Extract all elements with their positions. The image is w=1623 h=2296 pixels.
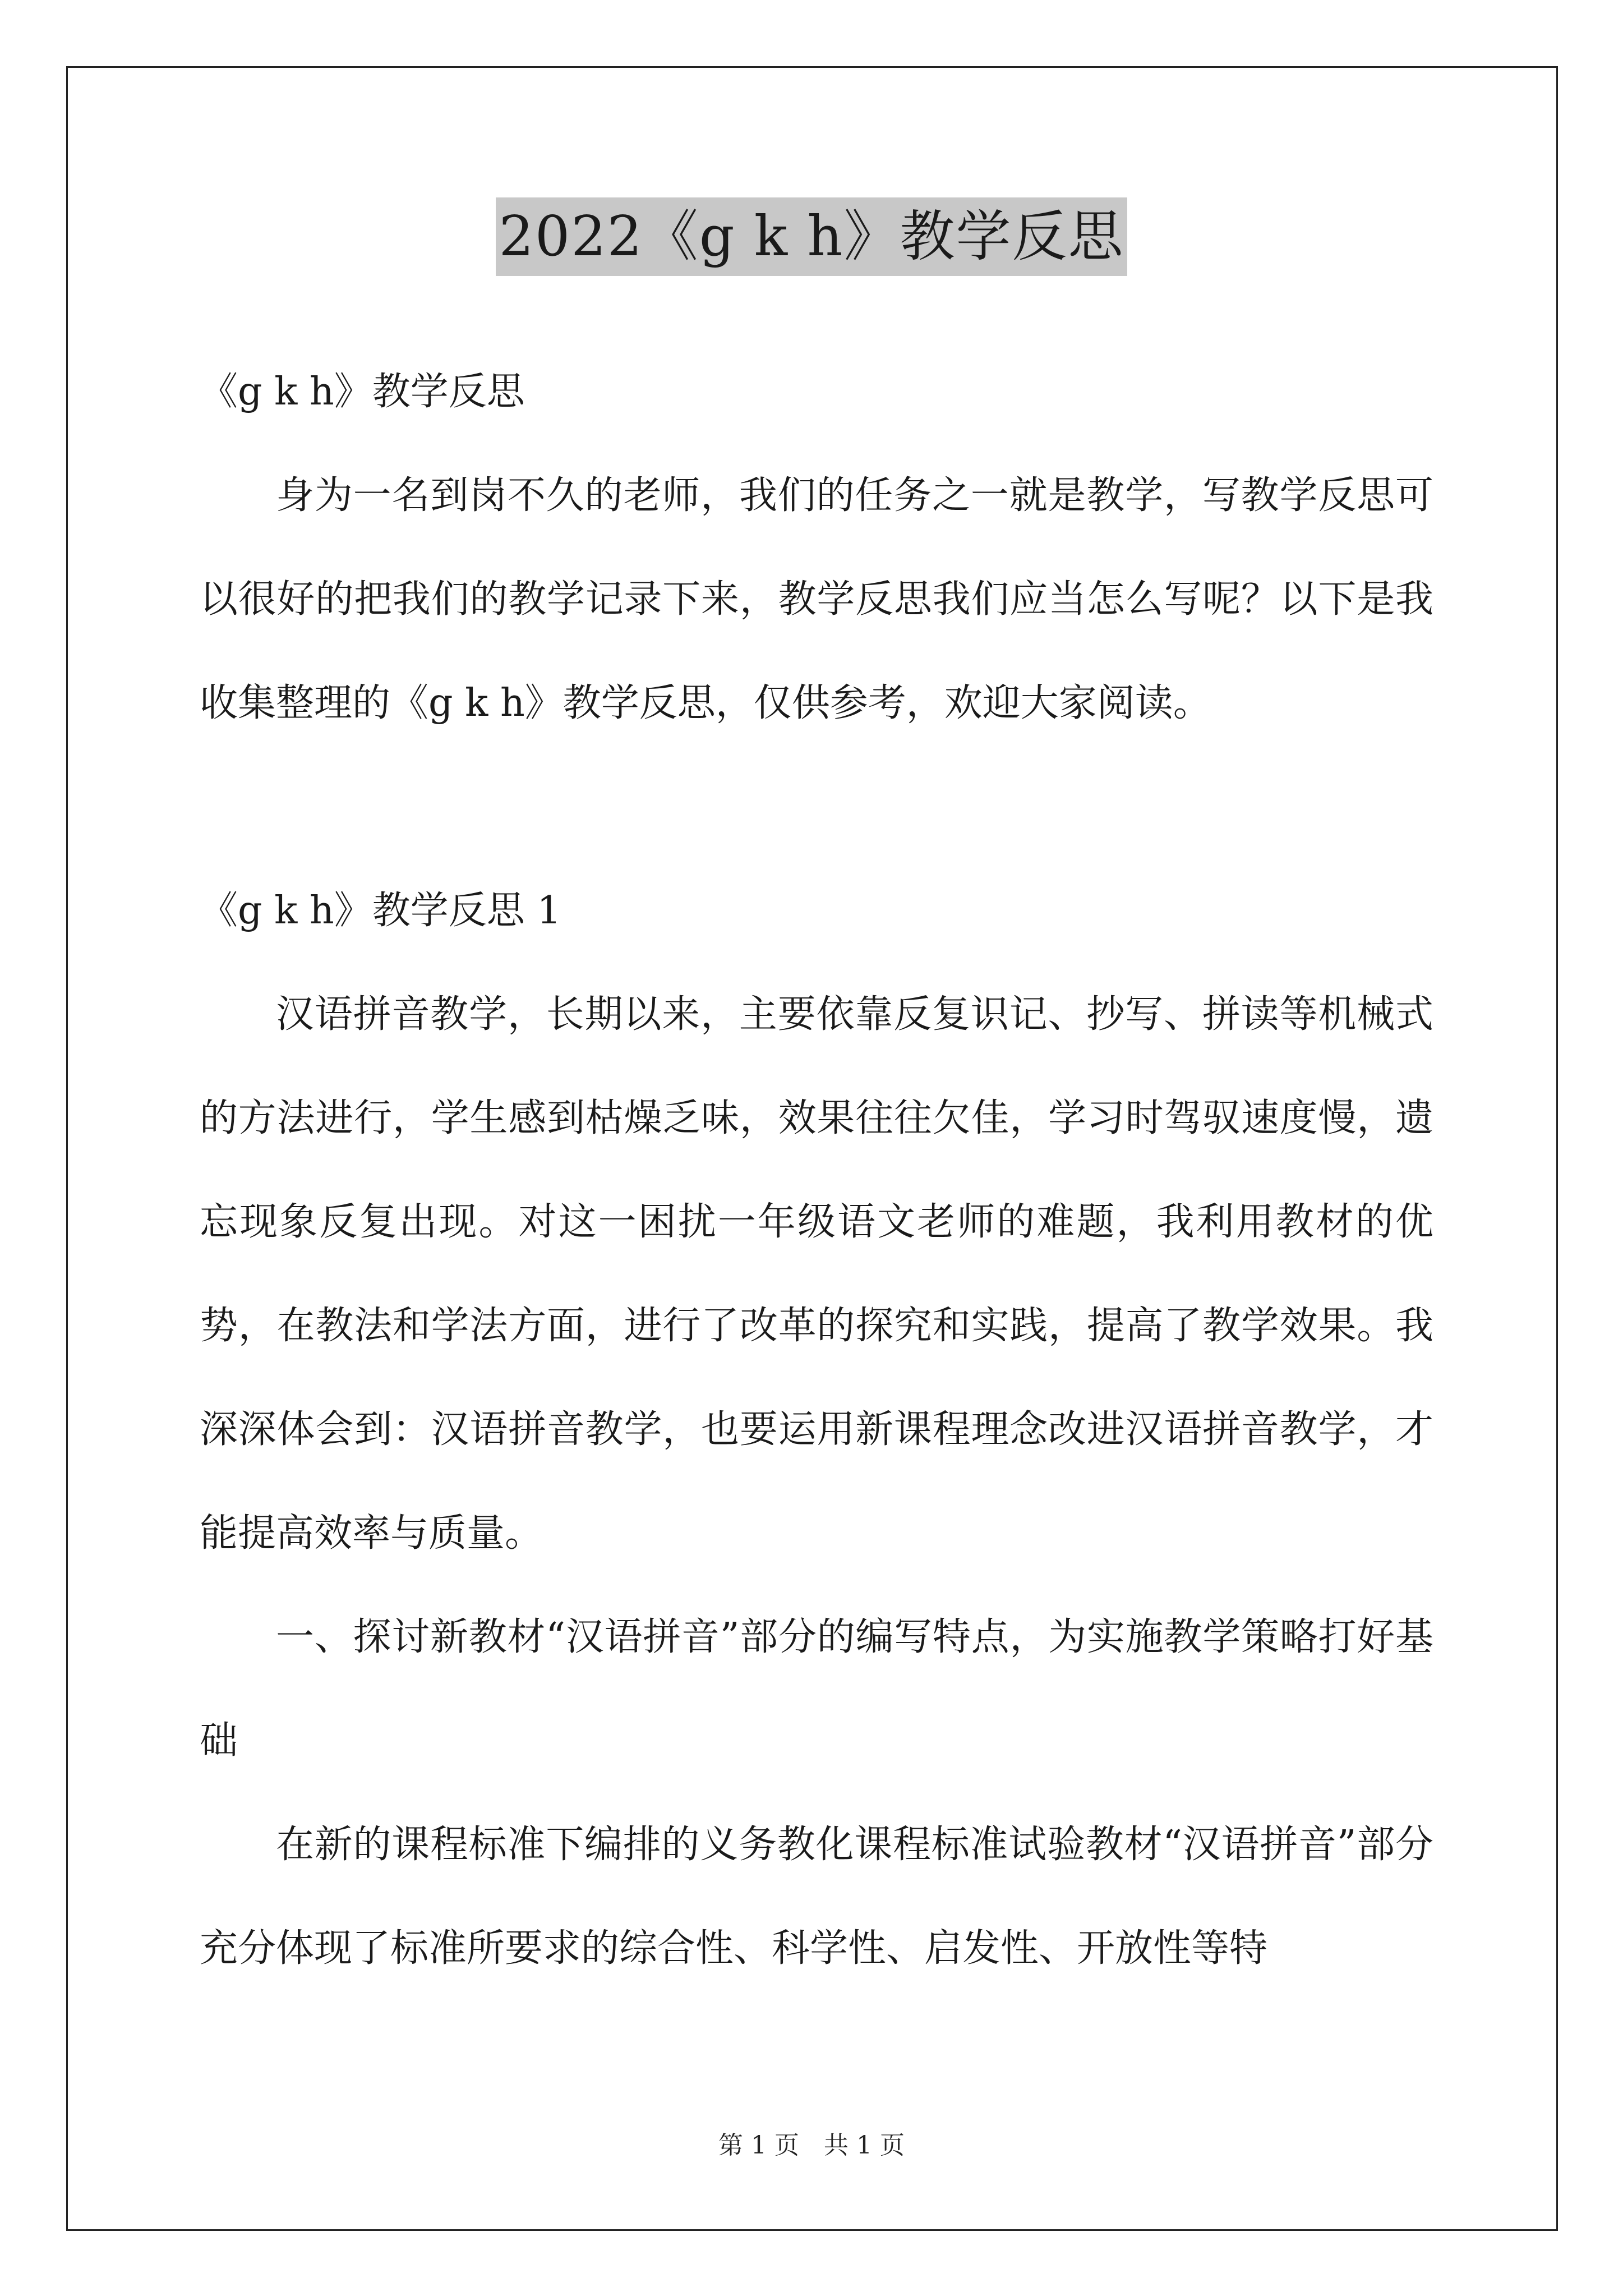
body-paragraph-1: 汉语拼音教学，长期以来，主要依靠反复识记、抄写、拼读等机械式的方法进行，学生感到枯燥乏味，效果往往欠佳，学习时驾驭速度慢，遗忘现象反复出现。对这一困扰一年级语文老师的难题，我利用教材的优势，在教法和学法方面，进行了改革的探究和实践，提高了教学效果。我深深体会到：汉语拼音教学，也要运用新课程理念改进汉语拼音教学，才能提高效率与质量。 bbox=[200, 992, 1433, 1556]
body-paragraph-2: 一、探讨新教材“汉语拼音”部分的编写特点，为实施教学策略打好基础 bbox=[200, 1615, 1433, 1763]
section-spacer bbox=[200, 755, 1433, 859]
document-title: 2022《g k h》教学反思 bbox=[496, 197, 1128, 276]
intro-paragraph: 身为一名到岗不久的老师，我们的任务之一就是教学，写教学反思可以很好的把我们的教学记录下来，教学反思我们应当怎么写呢？以下是我收集整理的《g k h》教学反思，仅供参考，欢迎大家阅读。 bbox=[200, 473, 1433, 725]
section-heading: 《g k h》教学反思 1 bbox=[200, 889, 561, 933]
body-paragraph-3: 在新的课程标准下编排的义务教化课程标准试验教材“汉语拼音”部分充分体现了标准所要求的综合性、科学性、启发性、开放性等特 bbox=[200, 1823, 1433, 1971]
page-footer: 第 1 页 共 1 页 bbox=[718, 2131, 905, 2160]
subtitle: 《g k h》教学反思 bbox=[200, 370, 525, 414]
document-body bbox=[200, 340, 1433, 2000]
title-container bbox=[0, 197, 1623, 276]
